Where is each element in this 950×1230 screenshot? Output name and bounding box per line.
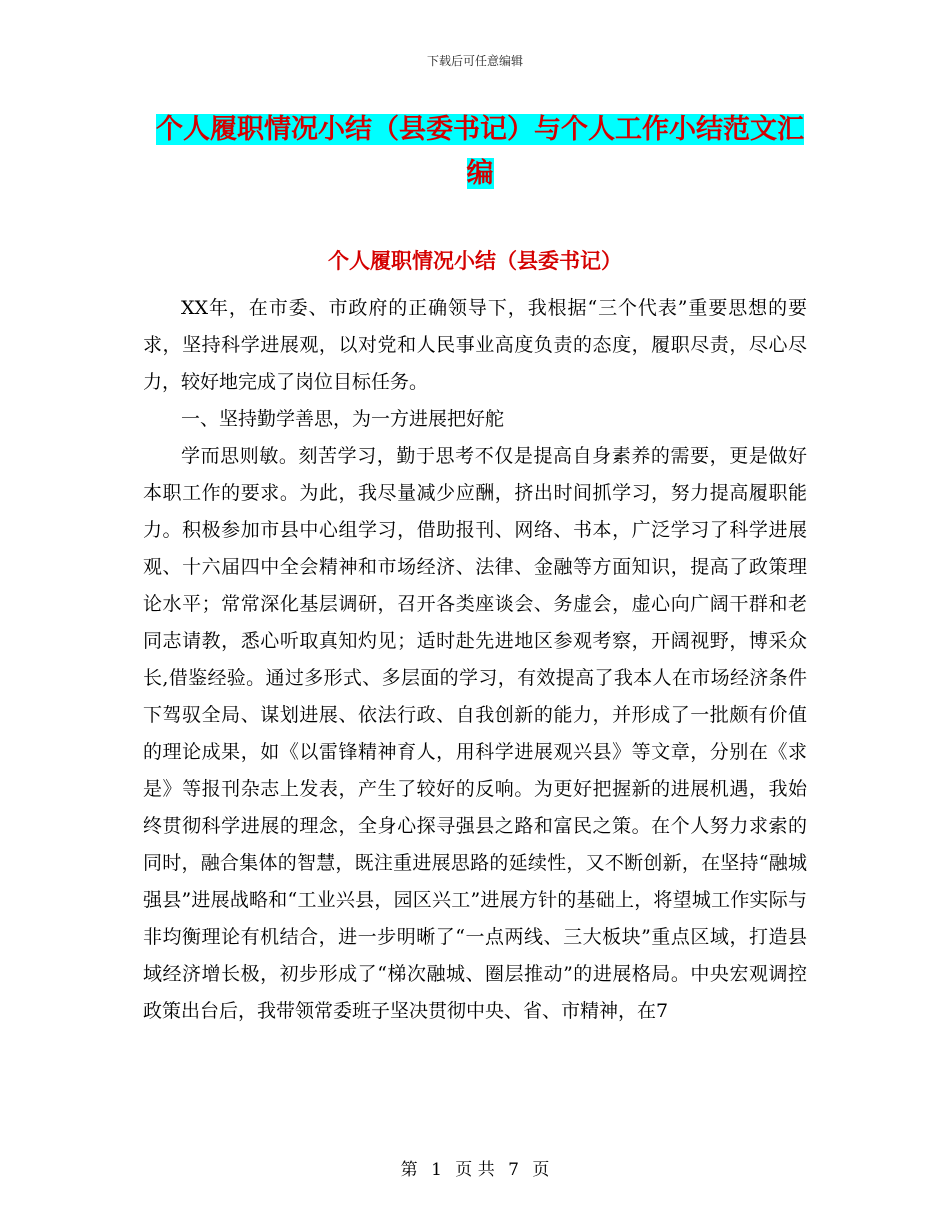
footer-prefix: 第 xyxy=(400,1160,418,1180)
footer-suffix: 页 xyxy=(532,1160,550,1180)
section-title: 个人履职情况小结（县委书记） xyxy=(328,248,622,273)
document-title-text: 个人履职情况小结（县委书记）与个人工作小结范文汇编 xyxy=(156,114,804,189)
paragraph: 学而思则敏。刻苦学习，勤于思考不仅是提高自身素养的需要，更是做好本职工作的要求。为此，我尽量减少应酬，挤出时间抓学习，努力提高履职能力。积极参加市县中心组学习，借助报刊、网络、书本，广泛学习了科学进展观、十六届四中全会精神和市场经济、法律、金融等方面知识，提高了政策理论水平；常常深化基层调研，召开各类座谈会、务虚会，虚心向广阔干群和老同志请教，悉心听取真知灼见；适时赴先进地区参观考察，开阔视野，博采众长,借鉴经验。通过多形式、多层面的学习，有效提高了我本人在市场经济条件下驾驭全局、谋划进展、依法行政、自我创新的能力，并形成了一批颇有价值的理论成果，如《以雷锋精神育人，用科学进展观兴县》等文章，分别在《求是》等报刊杂志上发表，产生了较好的反响。为更好把握新的进展机遇，我始终贯彻科学进展的理念，全身心探寻强县之路和富民之策。在个人努力求索的同时，融合集体的智慧，既注重进展思路的延续性，又不断创新，在坚持“融城强县”进展战略和“工业兴县，园区兴工”进展方针的基础上，将望城工作实际与非均衡理论有机结合，进一步明晰了“一点两线、三大板块”重点区域，打造县域经济增长极，初步形成了“梯次融城、圈层推动”的进展格局。中央宏观调控政策出台后，我带领常委班子坚决贯彻中央、省、市精神，在7 xyxy=(143,445,807,1022)
footer-middle: 页 共 xyxy=(455,1160,495,1180)
current-page-number: 1 xyxy=(431,1160,442,1180)
paragraph: XX年，在市委、市政府的正确领导下，我根据“三个代表”重要思想的要求，坚持科学进展观，以对党和人民事业高度负责的态度，履职尽责，尽心尽力，较好地完成了岗位目标任务。 xyxy=(143,297,807,393)
section-heading: 一、坚持勤学善思，为一方进展把好舵 xyxy=(181,408,505,430)
body-text xyxy=(143,290,807,1030)
total-pages: 7 xyxy=(508,1160,519,1180)
page-footer xyxy=(0,1155,950,1180)
header-note: 下载后可任意编辑 xyxy=(426,54,523,68)
document-title xyxy=(145,108,815,196)
